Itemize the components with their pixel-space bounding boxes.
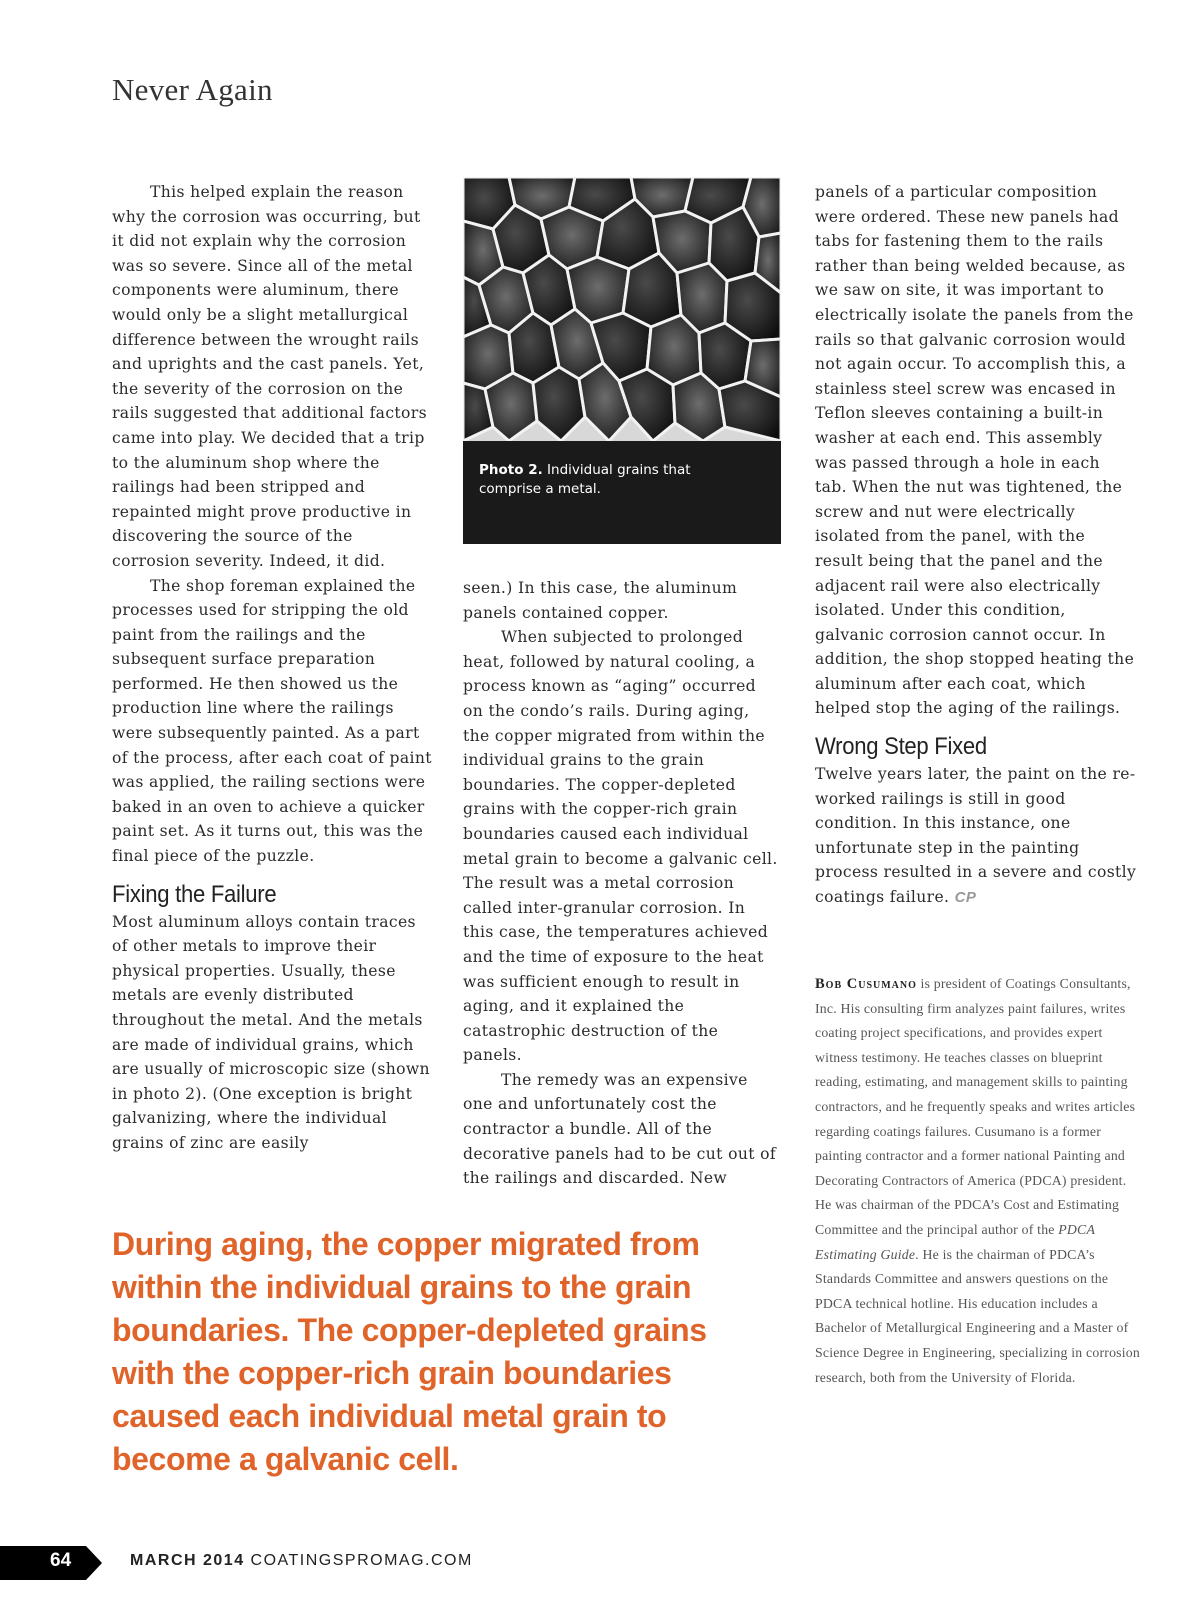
article-column-3	[815, 180, 1137, 911]
pull-quote: During aging, the copper migrated from within the individual grains to the grain boundaries. The copper-depleted grains with the copper-rich grain boundaries caused each individual metal grain to become a galvanic cell.	[112, 1226, 707, 1477]
paragraph: The remedy was an expensive one and unfortunately cost the contractor a bundle. All of the decorative panels had to be cut out of the railings and discarded. New	[463, 1070, 776, 1188]
article-column-2	[463, 576, 779, 1191]
metal-grains-image	[463, 177, 781, 441]
bio-text: is president of Coatings Consultants, Inc. His consulting firm analyzes paint failures, writes coating project specifications, and provides expert witness testimony. He teaches classes on blueprint reading, estimating, and management skills to painting contractors, and he frequently speaks and writes articles regarding coatings failures. Cusumano is a former painting contractor and a former national Painting and Decorating Contractors of America (PDCA) president. He was chairman of the PDCA’s Cost and Estimating Committee and the principal author of the	[815, 976, 1136, 1237]
page-number: 64	[50, 1550, 72, 1571]
photo-metal-grains	[463, 177, 781, 544]
final-text: Twelve years later, the paint on the re-worked railings is still in good condition. In this instance, one unfortunate step in the painting process resulted in a severe and costly coatings failure.	[815, 765, 1137, 907]
subheading-fixing-the-failure: Fixing the Failure	[112, 880, 277, 908]
paragraph: seen.) In this case, the aluminum panels contained copper.	[463, 579, 738, 622]
bio-text: . He is the chairman of PDCA’s Standards Committee and answers questions on the PDCA technical hotline. His education includes a Bachelor of Metallurgical Engineering and a Master of Science Degree in Engineering, specializing in corrosion research, both from the University of Florida.	[815, 1246, 1140, 1385]
issue-date: MARCH 2014	[130, 1552, 245, 1569]
bio-guide-title: PDCA Estimating Guide	[815, 1221, 1095, 1262]
section-title: Never Again	[112, 72, 273, 107]
page-number-tab	[0, 1546, 102, 1580]
paragraph: Most aluminum alloys contain traces of other metals to improve their physical properties. Usually, these metals are evenly distributed throughout the metal. And the metals are made of individual grains, which are usually of microscopic size (shown in photo 2). (One exception is bright galvanizing, where the individual grains of zinc are easily	[112, 912, 430, 1152]
photo-caption	[479, 461, 749, 499]
caption-text: Individual grains that comprise a metal.	[479, 462, 691, 497]
author-name: Bob Cusumano	[815, 976, 917, 992]
article-column-1	[112, 180, 434, 1156]
paragraph: panels of a particular composition were ordered. These new panels had tabs for fastening them to the rails rather than being welded because, as we saw on site, it was important to electrically isolate the panels from the rails so that galvanic corrosion would not again occur. To accomplish this, a stainless steel screw was encased in Teflon sleeves containing a built-in washer at each end. This assembly was passed through a hole in each tab. When the nut was tightened, the screw and nut were electrically isolated from the panel, with the result being that the panel and the adjacent rail were also electrically isolated. Under this condition, galvanic corrosion cannot occur. In addition, the shop stopped heating the aluminum after each coat, which helped stop the aging of the railings.	[815, 183, 1135, 718]
caption-label: Photo 2.	[479, 462, 543, 478]
paragraph: When subjected to prolonged heat, followed by natural cooling, a process known as “aging” occurred on the condo’s rails. During aging, the copper migrated from within the individual grains to the grain boundaries. The copper-depleted grains with the copper-rich grain boundaries caused each individual metal grain to become a galvanic cell. The result was a metal corrosion called inter-granular corrosion. In this case, the temperatures achieved and the time of exposure to the heat was sufficient enough to result in aging, and it explained the catastrophic destruction of the panels.	[463, 628, 778, 1065]
paragraph: The shop foreman explained the processes used for stripping the old paint from the railings and the subsequent surface preparation performed. He then showed us the production line where the railings were subsequently painted. As a part of the process, after each coat of paint was applied, the railing sections were baked in an oven to achieve a quicker paint set. As it turns out, this was the final piece of the puzzle.	[112, 576, 432, 866]
paragraph-final	[815, 762, 1137, 911]
footer-issue	[130, 1552, 473, 1570]
subheading-wrong-step-fixed: Wrong Step Fixed	[815, 733, 987, 761]
end-mark: CP	[954, 889, 977, 907]
author-bio	[815, 972, 1140, 1390]
paragraph: This helped explain the reason why the corrosion was occurring, but it did not explain why the corrosion was so severe. Since all of the metal components were aluminum, there would only be a slight metallurgical difference between the wrought rails and uprights and the cast panels. Yet, the severity of the corrosion on the rails suggested that additional factors came into play. We decided that a trip to the aluminum shop where the railings had been stripped and repainted might prove productive in discovering the source of the corrosion severity. Indeed, it did.	[112, 183, 427, 570]
site-url: COATINGSPROMAG.COM	[250, 1552, 473, 1569]
